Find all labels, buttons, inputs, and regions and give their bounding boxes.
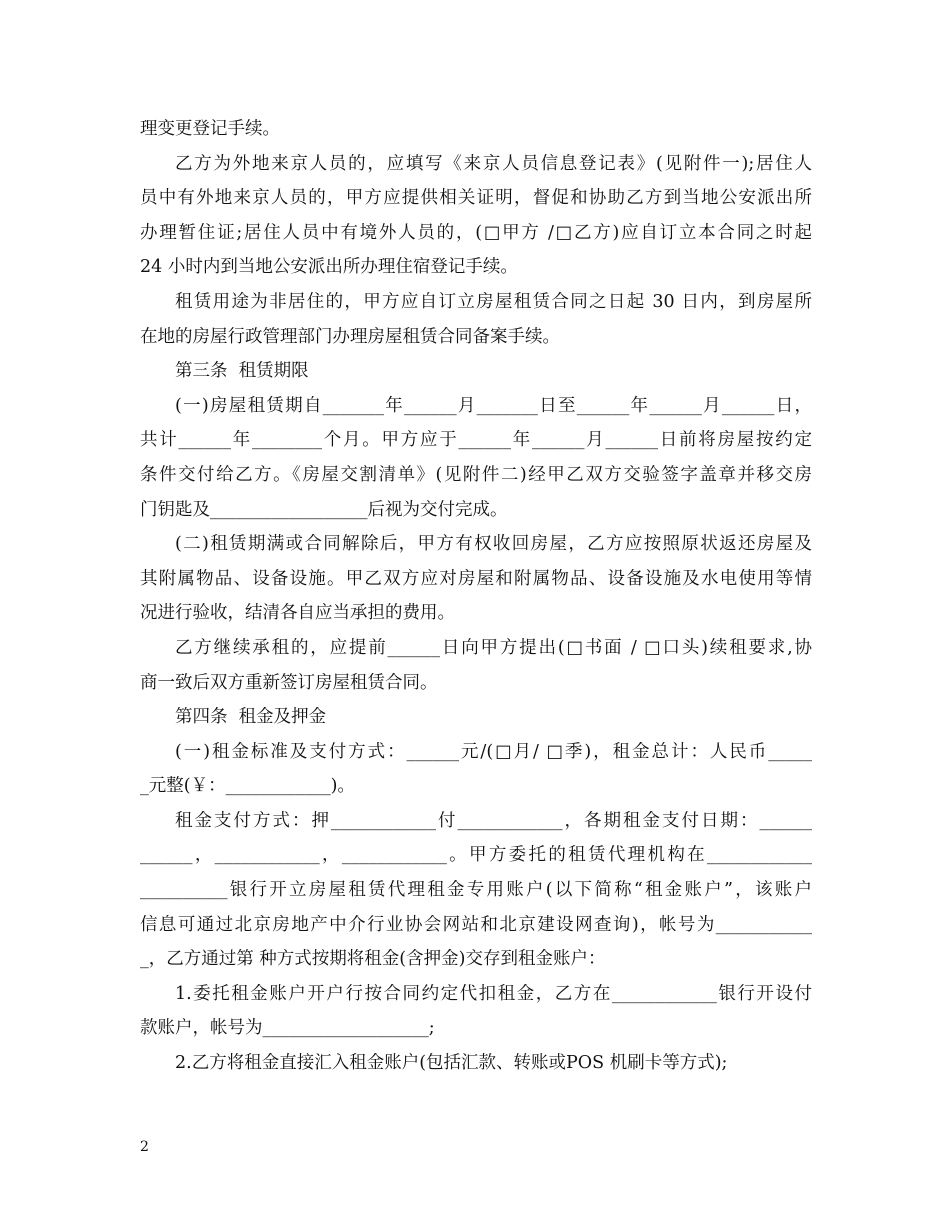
text-line: 2.乙方将租金直接汇入租金账户(包括汇款、转账或POS 机刷卡等方式); xyxy=(175,1053,728,1074)
text-line: 第三条 租赁期限 xyxy=(175,361,309,382)
text-line: (二)租赁期满或合同解除后，甲方有权收回房屋，乙方应按照原状返还房屋及 xyxy=(175,534,812,555)
text-line: 商一致后双方重新签订房屋租赁合同。 xyxy=(140,672,438,693)
text-line: 在地的房屋行政管理部门办理房屋租赁合同备案手续。 xyxy=(140,326,560,347)
text-line: (一)租金标准及支付方式：______元/(□月/ □季)，租金总计：人民币_____ xyxy=(175,741,812,762)
text-line: 员中有外地来京人员的，甲方应提供相关证明，督促和协助乙方到当地公安派出所 xyxy=(140,188,812,209)
text-line: 门钥匙及__________________后视为交付完成。 xyxy=(140,499,508,520)
text-line: 条件交付给乙方。《房屋交割清单》(见附件二)经甲乙双方交验签字盖章并移交房 xyxy=(140,464,812,485)
contract-body xyxy=(140,112,812,1081)
text-line: _元整(￥：____________)。 xyxy=(140,776,355,797)
page-number: 2 xyxy=(140,1139,149,1155)
text-line: 乙方继续承租的，应提前______日向甲方提出(□书面 / □口头)续租要求,协 xyxy=(175,637,812,658)
text-line: 办理暂住证;居住人员中有境外人员的，(□甲方 /□乙方)应自订立本合同之时起 xyxy=(140,222,812,243)
text-line: 况进行验收，结清各自应当承担的费用。 xyxy=(140,603,455,624)
text-line: __________银行开立房屋租赁代理租金专用账户(以下简称“租金账户”，该账户 xyxy=(140,880,812,901)
text-line: _，乙方通过第 种方式按期将租金(含押金)交存到租金账户： xyxy=(140,949,606,970)
text-line: 理变更登记手续。 xyxy=(140,119,280,139)
text-line: 信息可通过北京房地产中介行业协会网站和北京建设网查询)，帐号为___________ xyxy=(140,914,812,935)
text-line: 款账户，帐号为___________________; xyxy=(140,1018,435,1039)
text-line: 24 小时内到当地公安派出所办理住宿登记手续。 xyxy=(140,257,518,278)
text-line: 租金支付方式：押____________付____________，各期租金支付日期：______ xyxy=(175,810,812,831)
text-line: 第四条 租金及押金 xyxy=(175,707,327,728)
text-line: (一)房屋租赁期自_______年______月_______日至______年______月______日， xyxy=(175,395,812,416)
text-line: 其附属物品、设备设施。甲乙双方应对房屋和附属物品、设备设施及水电使用等情 xyxy=(140,568,812,589)
text-line: 1.委托租金账户开户行按合同约定代扣租金，乙方在____________银行开设付 xyxy=(175,983,812,1004)
text-line: 租赁用途为非居住的，甲方应自订立房屋租赁合同之日起 30 日内，到房屋所 xyxy=(175,291,812,312)
text-line: ______，____________，____________。甲方委托的租赁代理机构在____________ xyxy=(140,845,812,866)
text-line: 共计______年________个月。甲方应于______年______月______日前将房屋按约定 xyxy=(140,430,812,451)
text-line: 乙方为外地来京人员的，应填写《来京人员信息登记表》(见附件一);居住人 xyxy=(175,153,812,174)
